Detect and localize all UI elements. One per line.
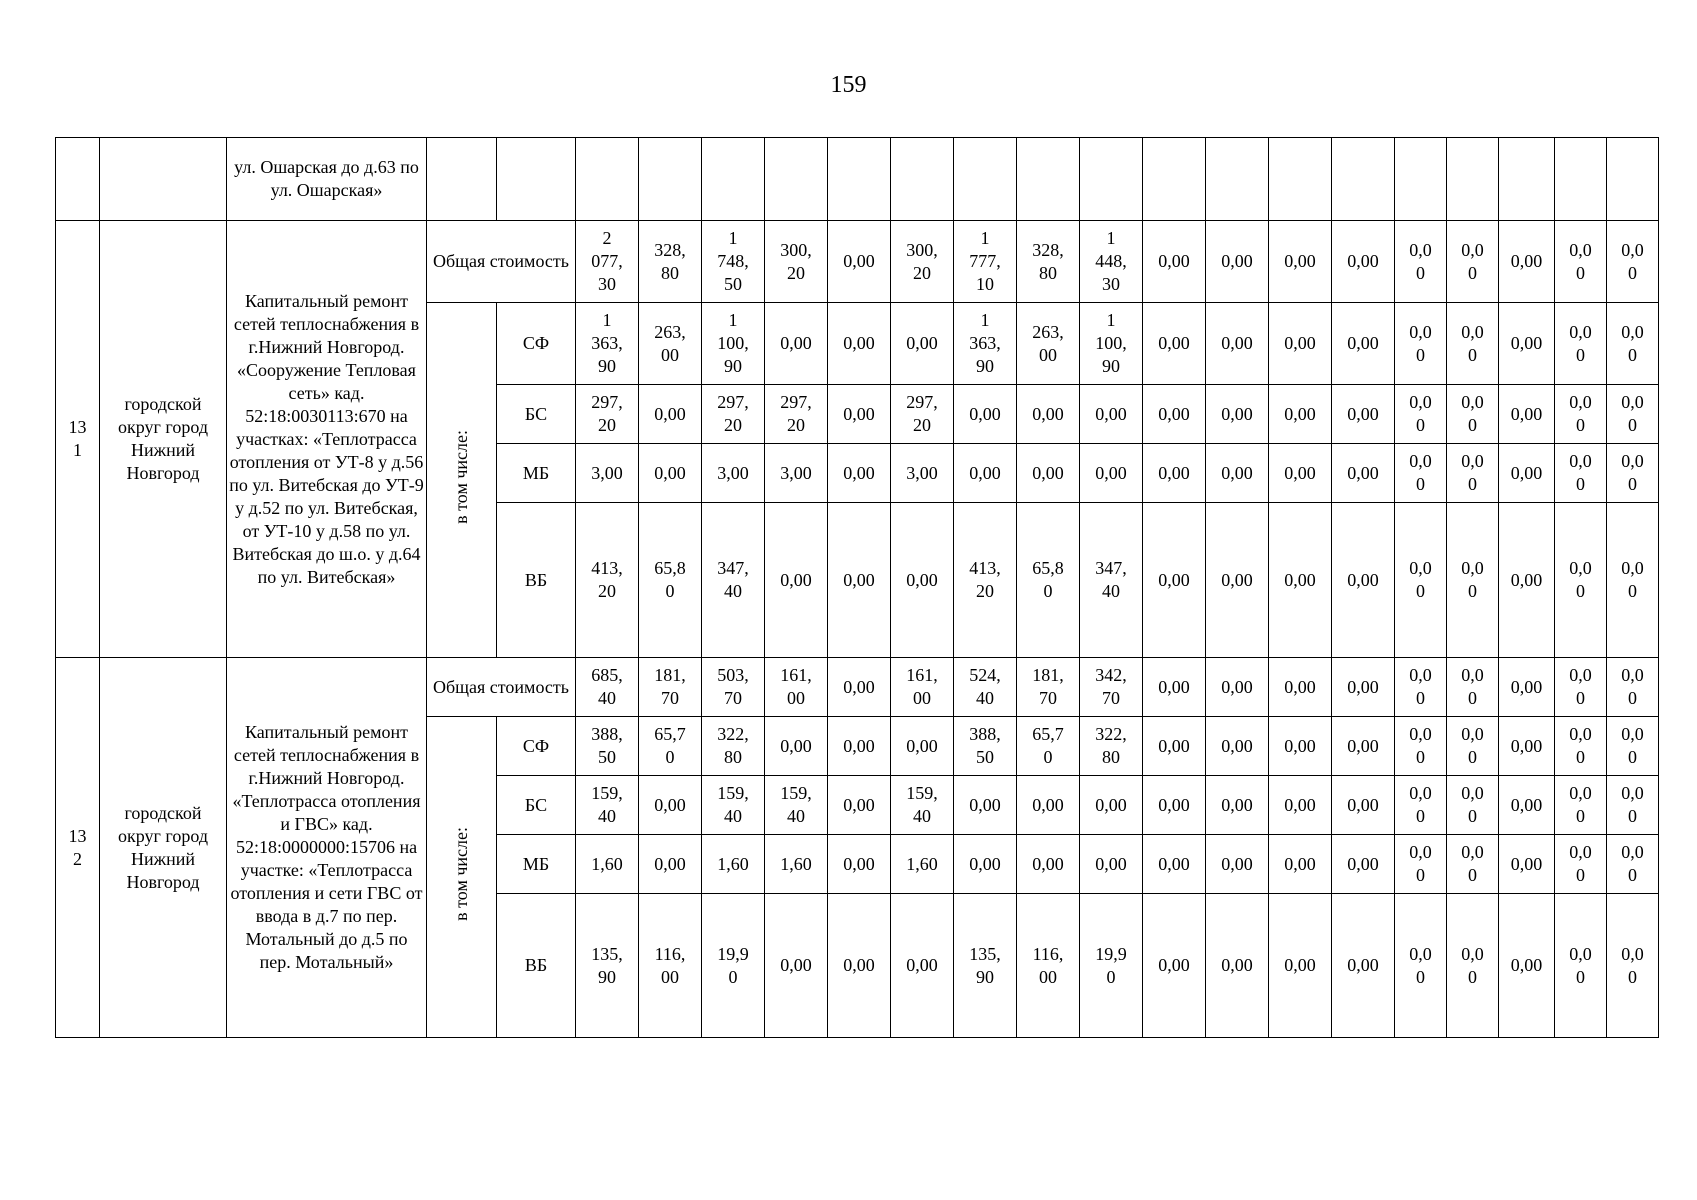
including-label-cell [427, 717, 497, 1038]
funding-value-cell: 1,60 [702, 835, 765, 894]
funding-value-cell: 297, 20 [765, 385, 828, 444]
funding-value-cell: 1 363, 90 [576, 303, 639, 385]
total-value-cell: 300, 20 [891, 221, 954, 303]
total-value-cell: 181, 70 [639, 658, 702, 717]
cont-sublabel-cell [497, 138, 576, 221]
total-value-cell: 0,00 [1499, 221, 1555, 303]
funding-value-cell: 3,00 [576, 444, 639, 503]
cont-value-cell [702, 138, 765, 221]
total-label-cell: Общая стоимость [427, 221, 576, 303]
cont-value-cell [1206, 138, 1269, 221]
cont-value-cell [1447, 138, 1499, 221]
cont-value-cell [1080, 138, 1143, 221]
total-value-cell: 0,00 [1143, 658, 1206, 717]
funding-value-cell: 0,00 [1499, 835, 1555, 894]
funding-value-cell: 0,00 [828, 894, 891, 1038]
total-value-cell: 342, 70 [1080, 658, 1143, 717]
funding-value-cell: 0,0 0 [1447, 303, 1499, 385]
funding-value-cell: 135, 90 [954, 894, 1017, 1038]
total-value-cell: 161, 00 [765, 658, 828, 717]
funding-value-cell: 0,0 0 [1395, 835, 1447, 894]
including-label: в том числе: [451, 430, 471, 524]
total-value-cell: 0,0 0 [1555, 658, 1607, 717]
funding-value-cell: 0,00 [1332, 776, 1395, 835]
cont-value-cell [1143, 138, 1206, 221]
cont-value-cell [1332, 138, 1395, 221]
funding-value-cell: 0,0 0 [1447, 385, 1499, 444]
funding-value-cell: 0,00 [891, 717, 954, 776]
funding-value-cell: 0,0 0 [1555, 303, 1607, 385]
funding-value-cell: 0,00 [1332, 894, 1395, 1038]
funding-value-cell: 0,00 [1269, 303, 1332, 385]
funding-value-cell: 0,0 0 [1395, 444, 1447, 503]
total-value-cell: 181, 70 [1017, 658, 1080, 717]
funding-value-cell: 297, 20 [891, 385, 954, 444]
funding-value-cell: 65,8 0 [1017, 503, 1080, 658]
cont-num-cell [56, 138, 100, 221]
funding-value-cell: 0,0 0 [1447, 444, 1499, 503]
funding-value-cell: 159, 40 [765, 776, 828, 835]
funding-value-cell: 0,0 0 [1607, 835, 1659, 894]
total-value-cell: 0,0 0 [1395, 658, 1447, 717]
funding-value-cell: 65,8 0 [639, 503, 702, 658]
including-label-cell [427, 303, 497, 658]
funding-value-cell: 297, 20 [576, 385, 639, 444]
funding-value-cell: 0,00 [828, 303, 891, 385]
funding-value-cell: 0,00 [1499, 717, 1555, 776]
funding-value-cell: 0,00 [891, 894, 954, 1038]
funding-value-cell: 0,00 [1080, 776, 1143, 835]
total-value-cell: 0,0 0 [1607, 658, 1659, 717]
funding-value-cell: 322, 80 [702, 717, 765, 776]
total-value-cell: 0,00 [1499, 658, 1555, 717]
total-value-cell: 0,00 [1269, 221, 1332, 303]
funding-value-cell: 0,00 [1017, 385, 1080, 444]
funding-source-label: БС [497, 776, 576, 835]
funding-value-cell: 413, 20 [954, 503, 1017, 658]
cont-description-cell: ул. Ошарская до д.63 по ул. Ошарская» [227, 138, 427, 221]
funding-value-cell: 322, 80 [1080, 717, 1143, 776]
funding-value-cell: 0,00 [1332, 385, 1395, 444]
funding-source-label: СФ [497, 717, 576, 776]
funding-value-cell: 0,0 0 [1555, 444, 1607, 503]
funding-value-cell: 65,7 0 [639, 717, 702, 776]
funding-value-cell: 0,00 [891, 303, 954, 385]
funding-value-cell: 0,00 [954, 444, 1017, 503]
description-cell: Капитальный ремонт сетей теплоснабжения в г.Нижний Новгород. «Сооружение Тепловая сеть» кад. 52:18:0030113:670 на участках: «Теплотрасса отопления от УТ-8 у д.56 по ул. Витебская до УТ-9 у д.52 по ул. Витебская, от УТ-10 у д.58 по ул. Витебская до ш.о. у д.64 по ул. Витебская» [227, 221, 427, 658]
funding-value-cell: 0,00 [765, 717, 828, 776]
funding-value-cell: 0,00 [1269, 444, 1332, 503]
funding-value-cell: 19,9 0 [702, 894, 765, 1038]
funding-value-cell: 0,0 0 [1555, 503, 1607, 658]
cont-value-cell [765, 138, 828, 221]
funding-source-label: МБ [497, 835, 576, 894]
funding-value-cell: 0,0 0 [1555, 385, 1607, 444]
funding-value-cell: 388, 50 [954, 717, 1017, 776]
funding-value-cell: 0,00 [1143, 444, 1206, 503]
total-value-cell: 0,0 0 [1395, 221, 1447, 303]
row-number: 13 1 [56, 221, 100, 658]
funding-value-cell: 1,60 [576, 835, 639, 894]
funding-value-cell: 3,00 [891, 444, 954, 503]
total-value-cell: 0,00 [1332, 221, 1395, 303]
funding-value-cell: 0,00 [828, 776, 891, 835]
funding-source-label: ВБ [497, 894, 576, 1038]
funding-source-label: БС [497, 385, 576, 444]
funding-value-cell: 0,00 [1080, 385, 1143, 444]
funding-value-cell: 0,0 0 [1555, 894, 1607, 1038]
funding-value-cell: 263, 00 [1017, 303, 1080, 385]
funding-value-cell: 0,0 0 [1555, 835, 1607, 894]
funding-value-cell: 0,0 0 [1607, 776, 1659, 835]
funding-value-cell: 0,00 [954, 385, 1017, 444]
total-value-cell: 0,00 [828, 658, 891, 717]
funding-value-cell: 0,0 0 [1395, 303, 1447, 385]
funding-value-cell: 0,0 0 [1395, 776, 1447, 835]
funding-value-cell: 0,0 0 [1555, 776, 1607, 835]
funding-value-cell: 0,00 [1332, 444, 1395, 503]
funding-value-cell: 159, 40 [576, 776, 639, 835]
funding-value-cell: 347, 40 [702, 503, 765, 658]
cont-value-cell [954, 138, 1017, 221]
funding-value-cell: 0,00 [1017, 444, 1080, 503]
funding-value-cell: 0,00 [828, 444, 891, 503]
cont-value-cell [891, 138, 954, 221]
funding-value-cell: 0,00 [1206, 717, 1269, 776]
funding-value-cell: 0,00 [1499, 444, 1555, 503]
total-value-cell: 503, 70 [702, 658, 765, 717]
cont-label-cell [427, 138, 497, 221]
total-value-cell: 0,00 [1206, 221, 1269, 303]
cont-value-cell [1395, 138, 1447, 221]
total-value-cell: 0,0 0 [1555, 221, 1607, 303]
funding-value-cell: 388, 50 [576, 717, 639, 776]
total-value-cell: 0,00 [828, 221, 891, 303]
total-value-cell: 1 777, 10 [954, 221, 1017, 303]
total-value-cell: 0,0 0 [1447, 221, 1499, 303]
funding-value-cell: 0,00 [828, 835, 891, 894]
funding-value-cell: 0,00 [828, 503, 891, 658]
total-value-cell: 1 748, 50 [702, 221, 765, 303]
funding-value-cell: 0,00 [1143, 503, 1206, 658]
total-value-cell: 0,0 0 [1607, 221, 1659, 303]
funding-value-cell: 1 100, 90 [702, 303, 765, 385]
district-cell: городской округ город Нижний Новгород [100, 221, 227, 658]
funding-value-cell: 263, 00 [639, 303, 702, 385]
funding-value-cell: 0,0 0 [1395, 385, 1447, 444]
funding-value-cell: 0,00 [1206, 303, 1269, 385]
district-cell: городской округ город Нижний Новгород [100, 658, 227, 1038]
funding-value-cell: 0,00 [765, 894, 828, 1038]
funding-value-cell: 0,00 [1206, 385, 1269, 444]
funding-value-cell: 0,0 0 [1395, 717, 1447, 776]
funding-value-cell: 19,9 0 [1080, 894, 1143, 1038]
funding-value-cell: 0,00 [1269, 717, 1332, 776]
funding-value-cell: 0,0 0 [1395, 894, 1447, 1038]
funding-value-cell: 0,00 [1080, 444, 1143, 503]
funding-value-cell: 0,0 0 [1607, 444, 1659, 503]
funding-value-cell: 159, 40 [891, 776, 954, 835]
cont-district-cell [100, 138, 227, 221]
cont-value-cell [1017, 138, 1080, 221]
total-value-cell: 1 448, 30 [1080, 221, 1143, 303]
funding-value-cell: 0,0 0 [1447, 894, 1499, 1038]
funding-source-label: СФ [497, 303, 576, 385]
funding-value-cell: 0,0 0 [1447, 717, 1499, 776]
funding-value-cell: 0,00 [1269, 894, 1332, 1038]
total-value-cell: 0,0 0 [1447, 658, 1499, 717]
funding-value-cell: 0,0 0 [1607, 303, 1659, 385]
funding-value-cell: 0,00 [1269, 503, 1332, 658]
total-value-cell: 0,00 [1269, 658, 1332, 717]
total-value-cell: 328, 80 [639, 221, 702, 303]
funding-value-cell: 0,00 [1499, 776, 1555, 835]
project-total-row [56, 221, 1659, 303]
funding-value-cell: 0,00 [954, 835, 1017, 894]
funding-value-cell: 0,00 [1332, 717, 1395, 776]
funding-value-cell: 0,00 [1080, 835, 1143, 894]
funding-value-cell: 0,0 0 [1607, 385, 1659, 444]
cont-value-cell [1607, 138, 1659, 221]
total-label-cell: Общая стоимость [427, 658, 576, 717]
cont-value-cell [1499, 138, 1555, 221]
funding-value-cell: 0,00 [1206, 503, 1269, 658]
funding-value-cell: 116, 00 [639, 894, 702, 1038]
funding-value-cell: 135, 90 [576, 894, 639, 1038]
funding-value-cell: 0,0 0 [1607, 503, 1659, 658]
continuation-row [56, 138, 1659, 221]
project-total-row [56, 658, 1659, 717]
funding-value-cell: 0,0 0 [1447, 776, 1499, 835]
funding-value-cell: 0,0 0 [1447, 835, 1499, 894]
funding-value-cell: 0,00 [1143, 385, 1206, 444]
funding-value-cell: 0,00 [765, 503, 828, 658]
total-value-cell: 328, 80 [1017, 221, 1080, 303]
cont-value-cell [1269, 138, 1332, 221]
funding-value-cell: 297, 20 [702, 385, 765, 444]
cont-value-cell [1555, 138, 1607, 221]
funding-value-cell: 0,00 [1143, 835, 1206, 894]
total-value-cell: 524, 40 [954, 658, 1017, 717]
total-value-cell: 0,00 [1206, 658, 1269, 717]
funding-value-cell: 413, 20 [576, 503, 639, 658]
funding-value-cell: 0,00 [1332, 503, 1395, 658]
cont-value-cell [828, 138, 891, 221]
total-value-cell: 2 077, 30 [576, 221, 639, 303]
funding-value-cell: 0,00 [1017, 776, 1080, 835]
funding-value-cell: 1,60 [765, 835, 828, 894]
funding-value-cell: 0,00 [1499, 503, 1555, 658]
funding-source-label: ВБ [497, 503, 576, 658]
funding-value-cell: 0,00 [639, 444, 702, 503]
description-cell: Капитальный ремонт сетей теплоснабжения в г.Нижний Новгород. «Теплотрасса отопления и ГВС» кад. 52:18:0000000:15706 на участке: «Теплотрасса отопления и сети ГВС от ввода в д.7 по пер. Мотальный до д.5 по пер. Мотальный» [227, 658, 427, 1038]
row-number: 13 2 [56, 658, 100, 1038]
funding-value-cell: 116, 00 [1017, 894, 1080, 1038]
total-value-cell: 300, 20 [765, 221, 828, 303]
funding-value-cell: 0,00 [1143, 894, 1206, 1038]
funding-value-cell: 0,0 0 [1607, 717, 1659, 776]
funding-source-label: МБ [497, 444, 576, 503]
funding-value-cell: 0,00 [1269, 835, 1332, 894]
funding-value-cell: 0,00 [765, 303, 828, 385]
budget-table [55, 137, 1659, 1038]
funding-value-cell: 0,00 [828, 385, 891, 444]
funding-value-cell: 1,60 [891, 835, 954, 894]
funding-value-cell: 0,00 [1269, 385, 1332, 444]
funding-value-cell: 0,00 [639, 385, 702, 444]
funding-value-cell: 0,00 [1332, 835, 1395, 894]
funding-value-cell: 0,0 0 [1607, 894, 1659, 1038]
funding-value-cell: 0,00 [639, 835, 702, 894]
funding-value-cell: 65,7 0 [1017, 717, 1080, 776]
total-value-cell: 0,00 [1332, 658, 1395, 717]
funding-value-cell: 0,00 [891, 503, 954, 658]
funding-value-cell: 0,00 [1143, 717, 1206, 776]
funding-value-cell: 0,0 0 [1555, 717, 1607, 776]
funding-value-cell: 0,00 [1269, 776, 1332, 835]
funding-value-cell: 0,00 [1206, 835, 1269, 894]
total-value-cell: 685, 40 [576, 658, 639, 717]
funding-value-cell: 0,00 [1499, 385, 1555, 444]
funding-value-cell: 0,00 [1332, 303, 1395, 385]
funding-value-cell: 159, 40 [702, 776, 765, 835]
cont-value-cell [576, 138, 639, 221]
funding-value-cell: 0,00 [1206, 894, 1269, 1038]
funding-value-cell: 0,00 [1206, 444, 1269, 503]
funding-value-cell: 0,0 0 [1447, 503, 1499, 658]
funding-value-cell: 0,00 [954, 776, 1017, 835]
page-number: 159 [830, 72, 867, 98]
funding-value-cell: 0,00 [1499, 303, 1555, 385]
funding-value-cell: 0,00 [1017, 835, 1080, 894]
funding-value-cell: 0,00 [1143, 303, 1206, 385]
funding-value-cell: 3,00 [765, 444, 828, 503]
funding-value-cell: 3,00 [702, 444, 765, 503]
funding-value-cell: 0,0 0 [1395, 503, 1447, 658]
cont-value-cell [639, 138, 702, 221]
funding-value-cell: 1 100, 90 [1080, 303, 1143, 385]
total-value-cell: 161, 00 [891, 658, 954, 717]
including-label: в том числе: [451, 827, 471, 921]
funding-value-cell: 0,00 [1206, 776, 1269, 835]
funding-value-cell: 0,00 [1499, 894, 1555, 1038]
funding-value-cell: 0,00 [1143, 776, 1206, 835]
funding-value-cell: 0,00 [828, 717, 891, 776]
funding-value-cell: 1 363, 90 [954, 303, 1017, 385]
funding-value-cell: 0,00 [639, 776, 702, 835]
total-value-cell: 0,00 [1143, 221, 1206, 303]
funding-value-cell: 347, 40 [1080, 503, 1143, 658]
